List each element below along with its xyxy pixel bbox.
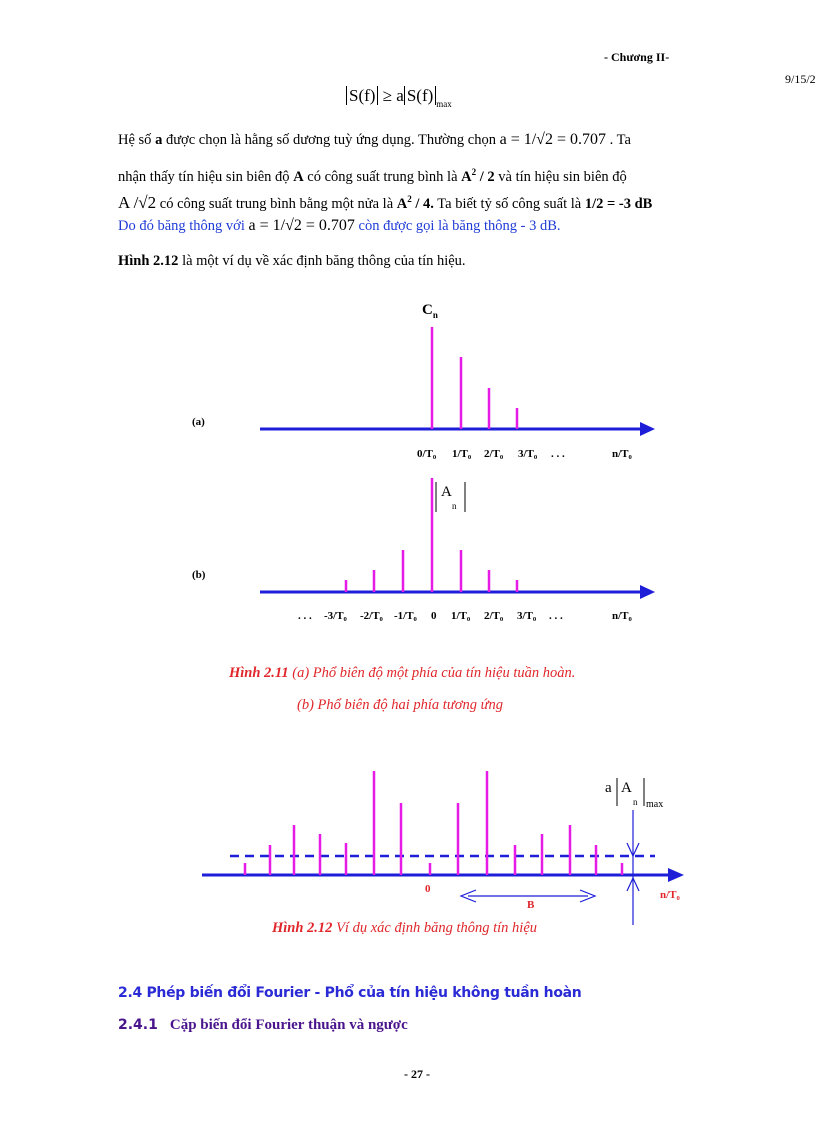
formula-lhs: S(f) bbox=[346, 86, 378, 105]
text: còn được gọi là băng thông - 3 dB. bbox=[354, 218, 561, 234]
text-bold: A bbox=[293, 168, 304, 185]
fig-b-tick-1: 1/T₀ bbox=[451, 610, 471, 622]
threshold-annotation-n: n bbox=[633, 797, 638, 807]
fig-b-tick-0: 0 bbox=[431, 610, 437, 622]
caption-2-11 bbox=[229, 665, 575, 682]
chapter-header: - Chương II- bbox=[604, 50, 670, 64]
text: Ta biết tỷ số công suất là bbox=[433, 195, 585, 212]
formula-inline: a = 1/√2 = 0.707 bbox=[248, 217, 355, 234]
text-bold: A bbox=[461, 168, 472, 185]
ann-a: a bbox=[605, 780, 612, 796]
text: là một ví dụ về xác định băng thông của tín hiệu. bbox=[178, 253, 466, 269]
text: Do đó băng thông với bbox=[118, 218, 249, 234]
text: . Ta bbox=[605, 132, 631, 148]
caption-2-11-line2: (b) Phổ biên độ hai phía tương ứng bbox=[297, 697, 503, 713]
caption-ref: Hình 2.11 bbox=[229, 665, 289, 681]
fig-b-title-sub: n bbox=[452, 501, 457, 511]
caption-2-12 bbox=[272, 920, 537, 937]
header-date: 9/15/2 bbox=[785, 72, 816, 86]
bandwidth-label: B bbox=[527, 899, 535, 911]
title-a: A bbox=[441, 484, 452, 500]
text: và tín hiệu sin biên độ bbox=[494, 168, 627, 185]
fig-b-tick-m1: -1/T₀ bbox=[394, 610, 417, 622]
subsection-number: 2.4.1 bbox=[118, 1017, 158, 1033]
threshold-annotation-max: max bbox=[646, 799, 664, 810]
fig-a-tick-0: 0/T₀ bbox=[417, 448, 437, 460]
axis-212-arrow bbox=[668, 868, 684, 882]
fig-a-tick-3: 3/T₀ bbox=[518, 448, 538, 460]
formula-a: a bbox=[396, 86, 404, 105]
subsection-heading bbox=[118, 1016, 408, 1034]
fig-a-tick-1: 1/T₀ bbox=[452, 448, 472, 460]
fig-b-axis-label: n/T₀ bbox=[612, 610, 632, 622]
text-bold: / 2 bbox=[476, 168, 495, 185]
title-c: C bbox=[422, 302, 433, 318]
section-heading: 2.4 Phép biến đổi Fourier - Phổ của tín hiệu không tuần hoàn bbox=[118, 985, 582, 1001]
text-bold: / 4. bbox=[411, 195, 434, 212]
fig-b-tick-2: 2/T₀ bbox=[484, 610, 504, 622]
fig-b-tick-m3: -3/T₀ bbox=[324, 610, 347, 622]
fig-b-label: (b) bbox=[192, 569, 206, 581]
caption-text: Ví dụ xác định băng thông tín hiệu bbox=[332, 920, 538, 936]
text: có công suất trung bình là bbox=[303, 168, 462, 185]
fig-a-title bbox=[422, 302, 438, 320]
threshold-annotation-A: A bbox=[621, 780, 632, 796]
title-sub: n bbox=[432, 310, 438, 320]
text: được chọn là hằng số dương tuỳ ứng dụng. Thường chọn bbox=[162, 132, 500, 148]
spectrum-212 bbox=[245, 771, 622, 875]
text-bold: a bbox=[155, 132, 163, 148]
fig-b-title bbox=[441, 484, 452, 501]
fig-b-tick-3: 3/T₀ bbox=[517, 610, 537, 622]
axis-b-arrow bbox=[640, 585, 655, 599]
fig-b-tick-dots-right: . . . bbox=[549, 610, 563, 622]
formula-ge: ≥ bbox=[382, 86, 393, 105]
text: nhận thấy tín hiệu sin biên độ bbox=[118, 168, 294, 185]
formula-inline: A /√2 bbox=[118, 192, 157, 212]
text: có công suất trung bình bằng một nửa là bbox=[156, 195, 397, 212]
page-number: - 27 - bbox=[404, 1067, 430, 1081]
text: Hệ số bbox=[118, 132, 156, 148]
formula-max: max bbox=[436, 99, 452, 109]
fig-a-tick-2: 2/T₀ bbox=[484, 448, 504, 460]
caption-ref: Hình 2.12 bbox=[272, 920, 333, 936]
fig-212-zero: 0 bbox=[425, 883, 431, 895]
axis-a-arrow bbox=[640, 422, 655, 436]
fig-b-tick-m2: -2/T₀ bbox=[360, 610, 383, 622]
text-bold: 1/2 = -3 dB bbox=[584, 195, 653, 212]
text-bold: A bbox=[396, 195, 408, 212]
fig-b-tick-dots-left: . . . bbox=[298, 610, 312, 622]
superscript: 2 bbox=[471, 167, 477, 177]
fig-a-tick-dots: . . . bbox=[551, 448, 565, 460]
subsection-title: Cặp biến đổi Fourier thuận và ngược bbox=[169, 1017, 408, 1033]
fig-a-axis-label: n/T₀ bbox=[612, 448, 632, 460]
formula-inline: a = 1/√2 = 0.707 bbox=[499, 131, 606, 148]
figure-ref: Hình 2.12 bbox=[118, 253, 179, 269]
caption-text: (a) Phổ biên độ một phía của tín hiệu tuần hoàn. bbox=[288, 665, 576, 681]
fig-212-axis-label: n/T₀ bbox=[660, 889, 680, 901]
threshold-annotation bbox=[605, 780, 612, 797]
formula-rhs: S(f) bbox=[404, 86, 436, 105]
superscript: 2 bbox=[407, 194, 412, 204]
fig-a-label: (a) bbox=[192, 416, 205, 428]
